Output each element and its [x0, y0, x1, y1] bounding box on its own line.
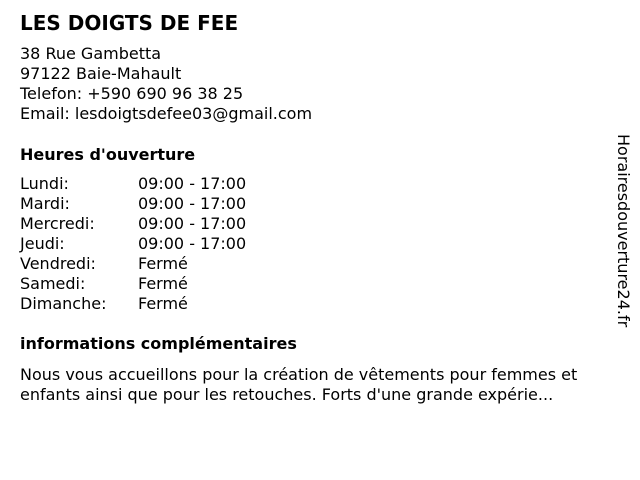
day-hours: 09:00 - 17:00 [138, 214, 247, 233]
hours-row-monday [20, 174, 246, 194]
hours-row-thursday [20, 234, 246, 254]
day-label: Lundi: [20, 174, 69, 193]
day-hours: 09:00 - 17:00 [138, 194, 247, 213]
day-hours: 09:00 - 17:00 [138, 174, 247, 193]
day-label: Dimanche: [20, 294, 107, 313]
phone-number: Telefon: +590 690 96 38 25 [20, 84, 244, 103]
business-description [20, 365, 630, 405]
watermark [613, 134, 633, 344]
day-hours: Fermé [138, 274, 188, 293]
contact-block [20, 44, 312, 124]
day-hours: 09:00 - 17:00 [138, 234, 247, 253]
address-city: 97122 Baie-Mahault [20, 64, 182, 83]
opening-hours-table [20, 174, 246, 314]
address-street: 38 Rue Gambetta [20, 44, 162, 63]
hours-row-tuesday [20, 194, 246, 214]
day-label: Mercredi: [20, 214, 95, 233]
business-name: LES DOIGTS DE FEE [20, 11, 239, 35]
day-label: Jeudi: [20, 234, 65, 253]
watermark-text: Horairesdouverture24.fr [614, 134, 633, 328]
day-label: Vendredi: [20, 254, 96, 273]
description-line-2: enfants ainsi que pour les retouches. Forts d'une grande expérie... [20, 385, 554, 404]
opening-hours-heading: Heures d'ouverture [20, 145, 196, 164]
description-line-1: Nous vous accueillons pour la création de vêtements pour femmes et [20, 365, 578, 384]
hours-row-friday [20, 254, 246, 274]
hours-row-saturday [20, 274, 246, 294]
hours-row-wednesday [20, 214, 246, 234]
day-hours: Fermé [138, 254, 188, 273]
email-address: Email: lesdoigtsdefee03@gmail.com [20, 104, 313, 123]
day-hours: Fermé [138, 294, 188, 313]
day-label: Mardi: [20, 194, 70, 213]
additional-info-heading: informations complémentaires [20, 334, 297, 353]
day-label: Samedi: [20, 274, 86, 293]
hours-row-sunday [20, 294, 246, 314]
